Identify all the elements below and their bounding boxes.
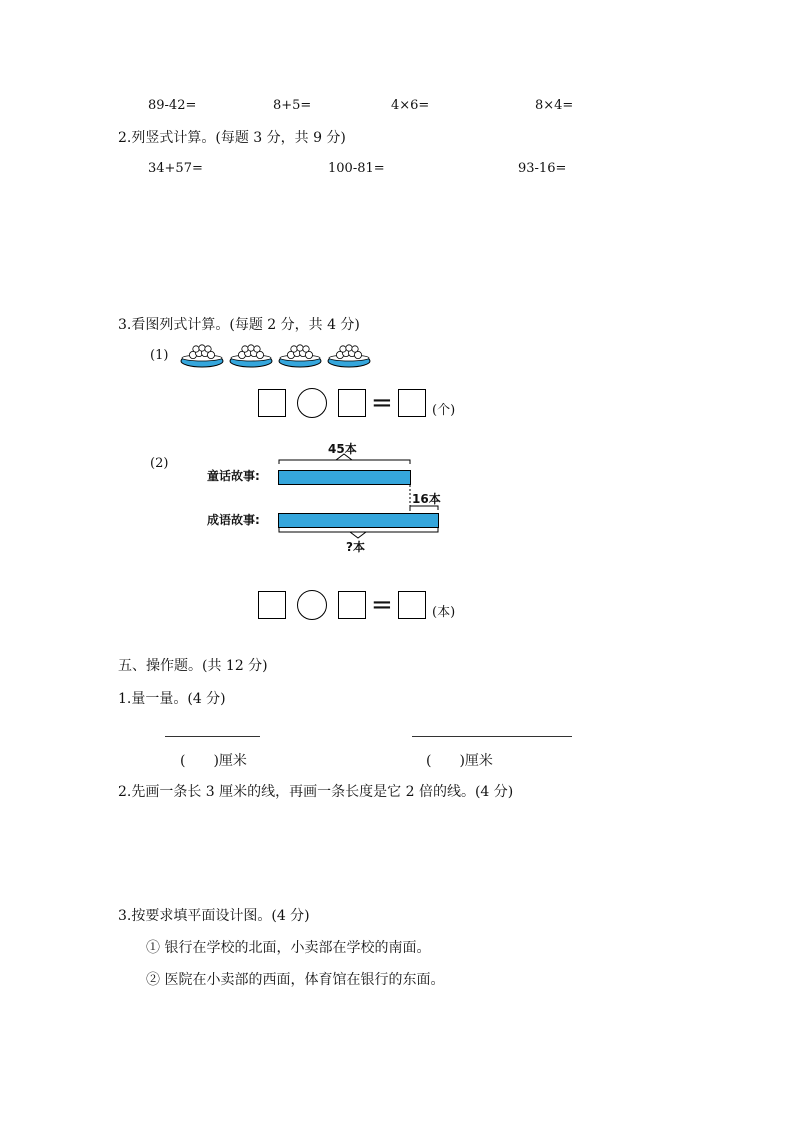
- s5-q1-answer-1[interactable]: ( )厘米: [180, 753, 247, 769]
- dumpling-plates: [180, 344, 380, 370]
- q3-p2-label: (2): [150, 456, 169, 471]
- section5-title: 五、操作题。(共 12 分): [118, 658, 268, 674]
- q2-item-2: 100-81=: [328, 161, 385, 176]
- unit-ge: (个): [432, 403, 456, 418]
- q3-title: 3.看图列式计算。(每题 2 分，共 4 分): [118, 317, 360, 333]
- equals-sign-1: =: [371, 388, 393, 418]
- expr-8x4: 8×4=: [535, 98, 574, 113]
- s5-q1-title: 1.量一量。(4 分): [118, 691, 226, 707]
- answer-box-2b[interactable]: [338, 591, 366, 619]
- top-value: 45本: [328, 442, 357, 456]
- operator-circle-1[interactable]: [297, 388, 327, 418]
- s5-q1-answer-2[interactable]: ( )厘米: [426, 753, 493, 769]
- s5-q3-title: 3.按要求填平面设计图。(4 分): [118, 908, 310, 924]
- expr-89-42: 89-42=: [148, 98, 197, 113]
- diff-value: 16本: [412, 492, 441, 506]
- s5-q2-title: 2.先画一条长 3 厘米的线，再画一条长度是它 2 倍的线。(4 分): [118, 784, 514, 800]
- q2-item-1: 34+57=: [148, 161, 203, 176]
- q2-item-3: 93-16=: [518, 161, 567, 176]
- answer-box-1c[interactable]: [398, 389, 426, 417]
- measure-line-2: [412, 736, 572, 737]
- equals-sign-2: =: [371, 590, 393, 620]
- bar-fairy-tales: [278, 470, 411, 485]
- answer-box-1a[interactable]: [258, 389, 286, 417]
- s5-q3-item-1: ① 银行在学校的北面，小卖部在学校的南面。: [146, 940, 431, 956]
- plate-of-dumplings-icon: [180, 344, 380, 370]
- s5-q3-item-2: ② 医院在小卖部的西面，体育馆在银行的东面。: [146, 972, 445, 988]
- measure-line-1: [165, 736, 260, 737]
- total-value: ?本: [346, 540, 365, 554]
- bar-idiom-stories: [278, 513, 439, 528]
- answer-box-1b[interactable]: [338, 389, 366, 417]
- expr-8+5: 8+5=: [273, 98, 312, 113]
- row2-label: 成语故事:: [207, 513, 260, 527]
- expr-4x6: 4×6=: [391, 98, 430, 113]
- unit-ben: (本): [432, 605, 456, 620]
- q3-p1-label: (1): [150, 348, 169, 363]
- answer-box-2c[interactable]: [398, 591, 426, 619]
- row1-label: 童话故事:: [207, 469, 260, 483]
- q2-title: 2.列竖式计算。(每题 3 分，共 9 分): [118, 130, 346, 146]
- answer-box-2a[interactable]: [258, 591, 286, 619]
- operator-circle-2[interactable]: [297, 590, 327, 620]
